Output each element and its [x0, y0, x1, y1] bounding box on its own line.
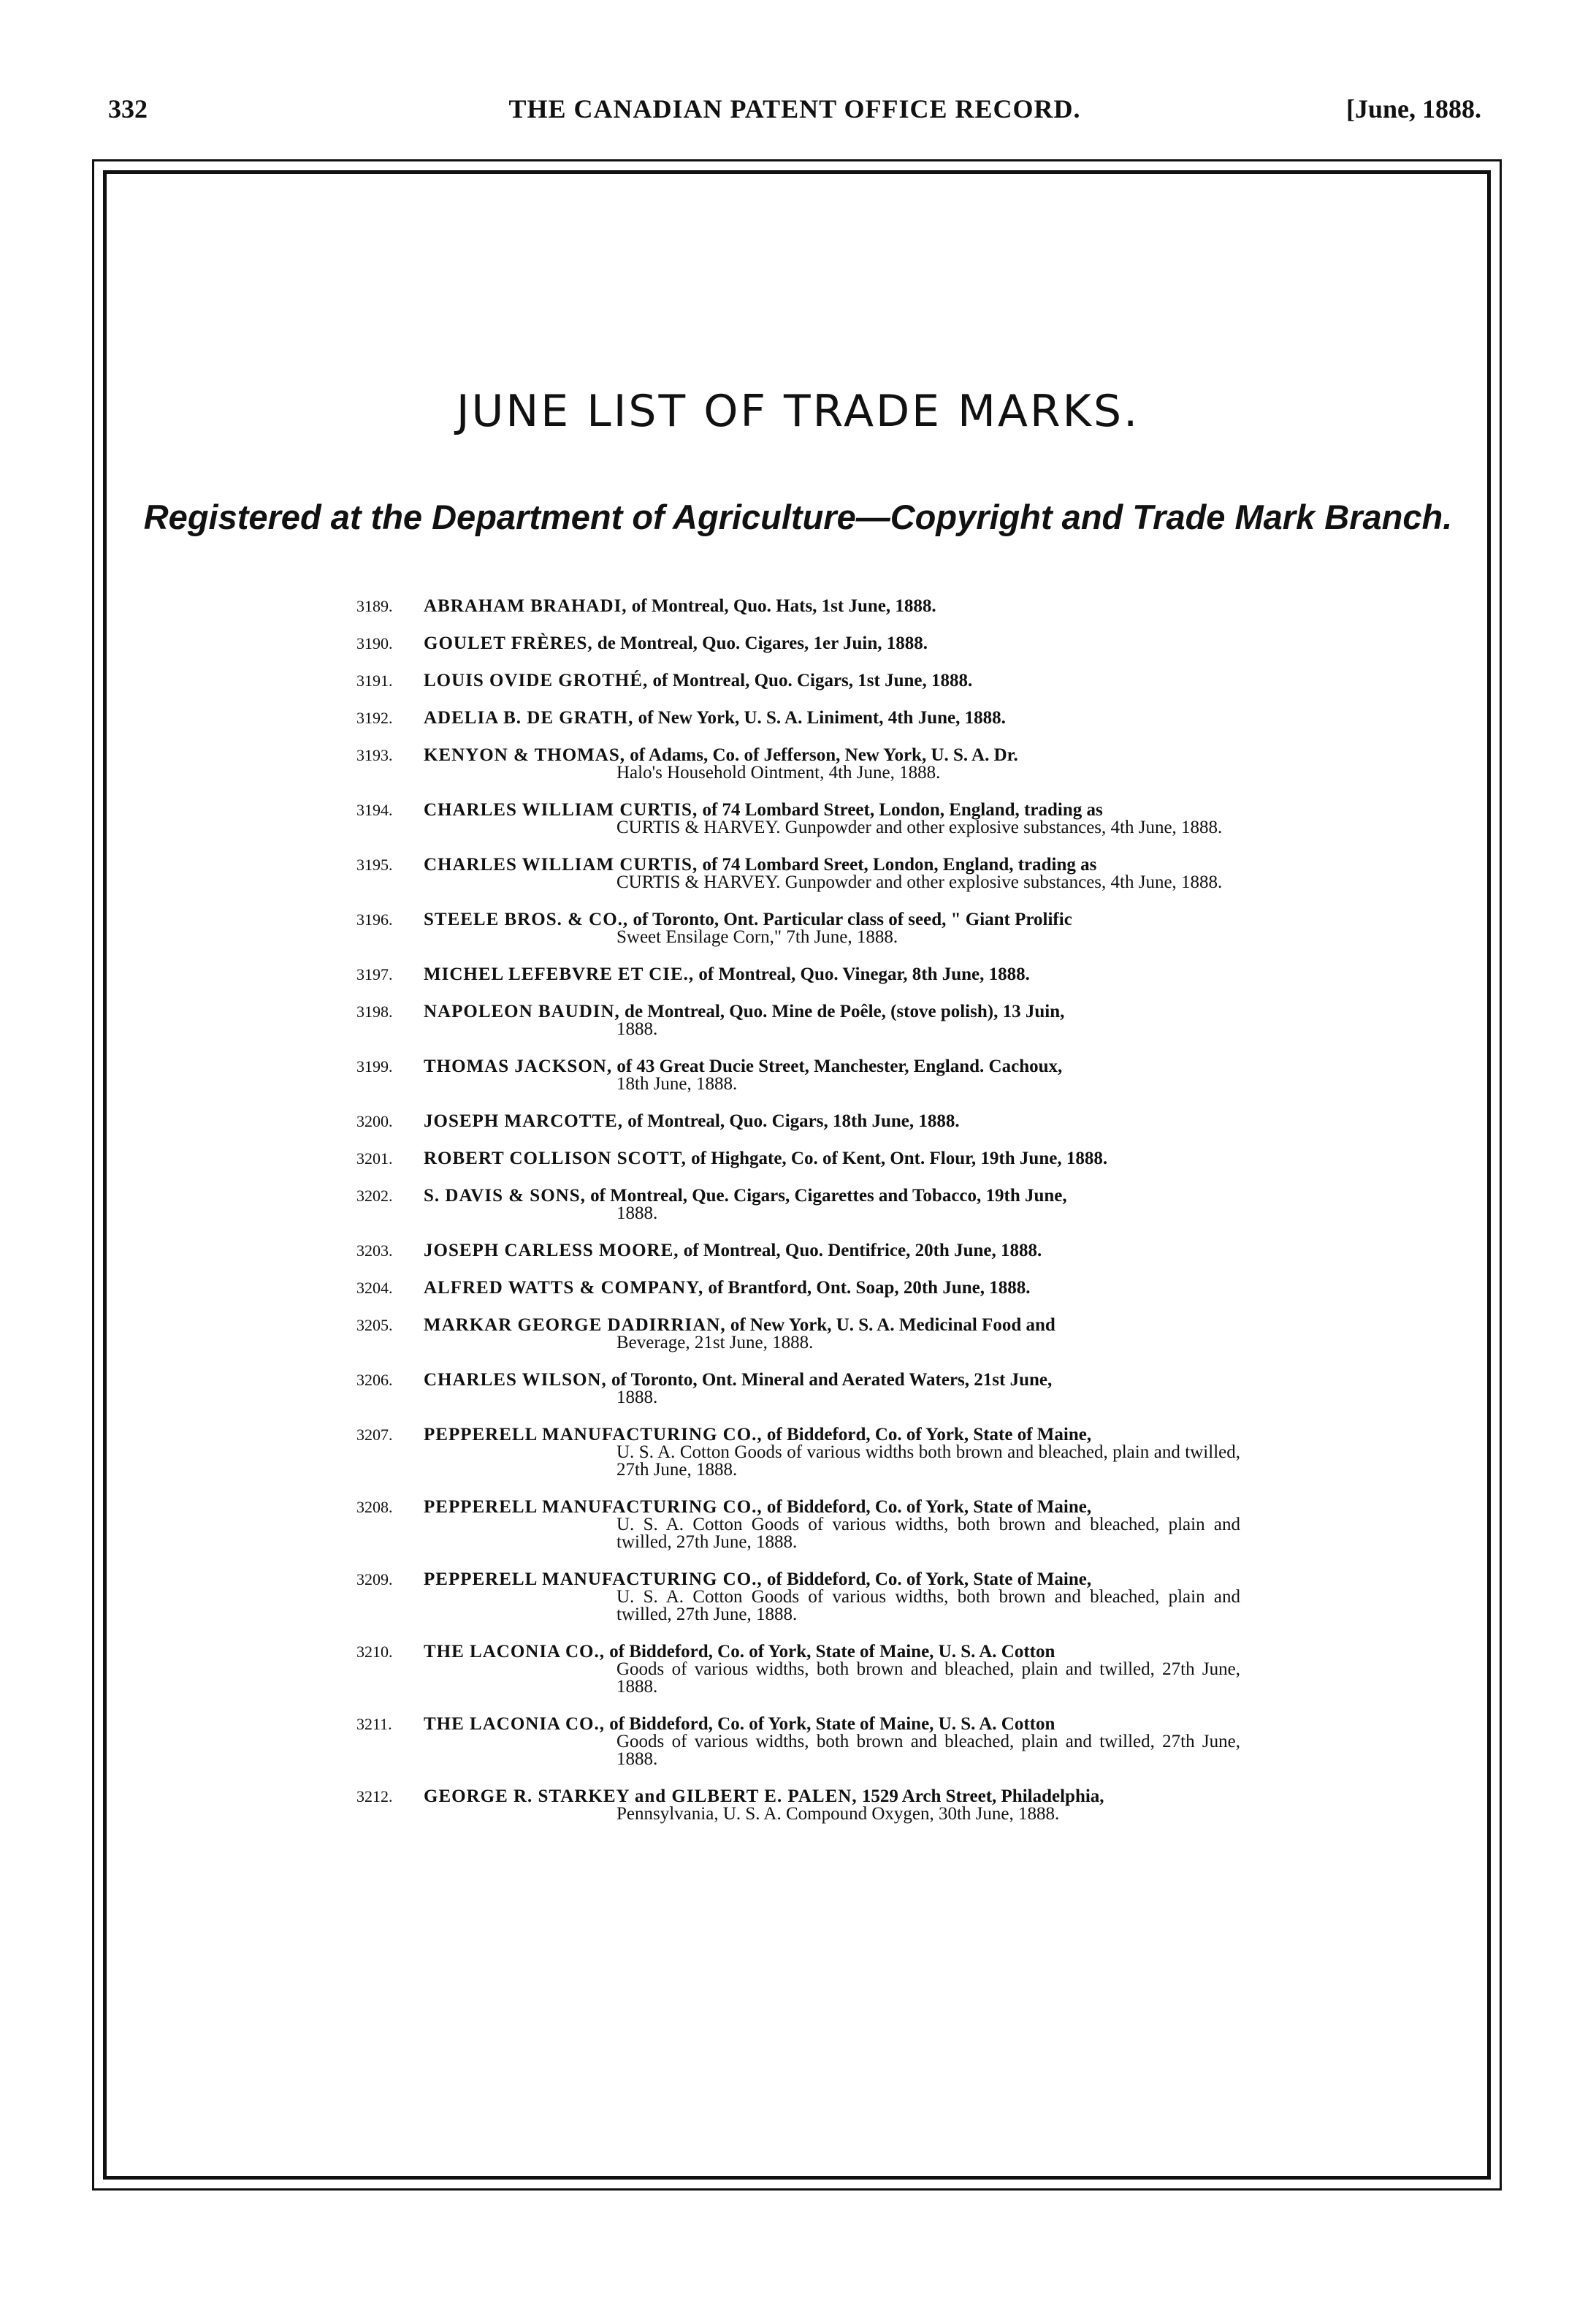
list-item: [356, 1058, 1240, 1093]
entry-detail: of Biddeford, Co. of York, State of Maine, U. S. A. Cotton: [609, 1714, 1055, 1734]
entry-number: 3211.: [356, 1715, 392, 1733]
entry-detail: of Toronto, Ont. Particular class of seed, " Giant Prolific: [633, 910, 1072, 929]
registrant-name: JOSEPH MARCOTTE,: [424, 1111, 623, 1131]
entry-number: 3190.: [356, 634, 393, 652]
registrant-name: CHARLES WILSON,: [424, 1370, 607, 1390]
page-number: 332: [108, 94, 148, 123]
registrant-name: ADELIA B. DE GRATH,: [424, 708, 634, 728]
registrant-name: PEPPERELL MANUFACTURING CO.,: [424, 1425, 763, 1445]
registrant-name: MARKAR GEORGE DADIRRIAN,: [424, 1315, 726, 1335]
page-subtitle: Registered at the Department of Agriculture—Copyright and Trade Mark Branch.: [143, 498, 1453, 536]
entry-continuation: Goods of various widths, both brown and bleached, plain and twilled, 27th June, 1888.: [616, 1732, 1240, 1769]
list-item: [356, 709, 1240, 727]
list-item: [356, 1187, 1240, 1222]
entry-detail: of 74 Lombard Sreet, London, England, trading as: [702, 855, 1097, 875]
entry-number: 3189.: [356, 597, 393, 615]
entry-number: 3197.: [356, 965, 393, 983]
entry-detail: of 43 Great Ducie Street, Manchester, England. Cachoux,: [616, 1057, 1063, 1076]
entry-continuation: Beverage, 21st June, 1888.: [616, 1333, 814, 1352]
list-item: [356, 747, 1240, 782]
list-item: [356, 856, 1240, 891]
entry-number: 3196.: [356, 910, 393, 929]
entry-number: 3208.: [356, 1498, 393, 1516]
list-item: [356, 1003, 1240, 1038]
registrant-name: PEPPERELL MANUFACTURING CO.,: [424, 1497, 763, 1517]
running-head: [108, 94, 1481, 137]
entry-number: 3193.: [356, 746, 393, 764]
journal-title: THE CANADIAN PATENT OFFICE RECORD.: [508, 94, 1081, 123]
registrant-name: GEORGE R. STARKEY and GILBERT E. PALEN,: [424, 1786, 858, 1806]
registrant-name: LOUIS OVIDE GROTHÉ,: [424, 671, 649, 690]
list-item: [356, 1426, 1240, 1479]
list-item: [356, 1317, 1240, 1352]
entry-number: 3194.: [356, 801, 393, 819]
entry-continuation: Halo's Household Ointment, 4th June, 1888.: [616, 763, 941, 783]
entry-continuation: 18th June, 1888.: [616, 1074, 738, 1094]
list-item: [356, 1371, 1240, 1407]
entry-number: 3191.: [356, 671, 393, 690]
entry-number: 3195.: [356, 856, 393, 874]
entry-detail: de Montreal, Quo. Mine de Poêle, (stove polish), 13 Juin,: [625, 1002, 1065, 1021]
entry-detail: of Biddeford, Co. of York, State of Maine, U. S. A. Cotton: [609, 1642, 1055, 1662]
entry-detail: of Montreal, Quo. Hats, 1st June, 1888.: [631, 596, 936, 616]
list-item: [356, 1150, 1240, 1168]
entry-number: 3198.: [356, 1002, 393, 1021]
registrant-name: STEELE BROS. & CO.,: [424, 910, 629, 929]
entry-continuation: 1888.: [616, 1388, 658, 1407]
list-item: [356, 1499, 1240, 1551]
entry-detail: 1529 Arch Street, Philadelphia,: [861, 1786, 1104, 1806]
entry-continuation: Pennsylvania, U. S. A. Compound Oxygen, 30th June, 1888.: [616, 1804, 1060, 1824]
registrant-name: ALFRED WATTS & COMPANY,: [424, 1278, 704, 1298]
entry-continuation: U. S. A. Cotton Goods of various widths both brown and bleached, plain and twilled, 27th June, 1888.: [616, 1442, 1240, 1480]
entry-number: 3200.: [356, 1112, 393, 1130]
entry-detail: of Montreal, Quo. Cigars, 1st June, 1888.: [652, 671, 973, 690]
registrant-name: THE LACONIA CO.,: [424, 1642, 605, 1662]
entry-number: 3212.: [356, 1787, 393, 1805]
entry-number: 3203.: [356, 1241, 393, 1260]
registrant-name: CHARLES WILLIAM CURTIS,: [424, 855, 698, 875]
issue-date: [June, 1888.: [1345, 94, 1481, 123]
list-item: [356, 802, 1240, 837]
entry-continuation: Goods of various widths, both brown and bleached, plain and twilled, 27th June, 1888.: [616, 1659, 1240, 1697]
list-item: [356, 966, 1240, 983]
entry-number: 3205.: [356, 1316, 393, 1334]
registrant-name: KENYON & THOMAS,: [424, 745, 625, 765]
entry-detail: of New York, U. S. A. Liniment, 4th June, 1888.: [638, 708, 1006, 728]
entry-continuation: Sweet Ensilage Corn," 7th June, 1888.: [616, 927, 898, 947]
entry-detail: of Montreal, Quo. Dentifrice, 20th June, 1888.: [683, 1241, 1042, 1260]
entry-detail: of Montreal, Quo. Cigars, 18th June, 1888.: [627, 1111, 960, 1131]
entry-detail: of Biddeford, Co. of York, State of Maine,: [766, 1569, 1092, 1589]
registrant-name: S. DAVIS & SONS,: [424, 1186, 586, 1206]
entry-detail: of Biddeford, Co. of York, State of Maine,: [766, 1425, 1092, 1445]
registrant-name: ABRAHAM BRAHADI,: [424, 596, 627, 616]
registrant-name: CHARLES WILLIAM CURTIS,: [424, 800, 698, 820]
entry-number: 3210.: [356, 1643, 393, 1661]
list-item: [356, 1788, 1240, 1823]
entry-detail: of 74 Lombard Street, London, England, trading as: [702, 800, 1103, 820]
list-item: [356, 598, 1240, 615]
list-item: [356, 1242, 1240, 1260]
entry-number: 3199.: [356, 1057, 393, 1076]
entry-detail: of Brantford, Ont. Soap, 20th June, 1888.: [708, 1278, 1031, 1298]
registrant-name: PEPPERELL MANUFACTURING CO.,: [424, 1569, 763, 1589]
page-title: JUNE LIST OF TRADE MARKS.: [456, 386, 1140, 437]
entry-continuation: 1888.: [616, 1019, 658, 1039]
entry-continuation: U. S. A. Cotton Goods of various widths, both brown and bleached, plain and twilled, 27th June, 1888.: [616, 1587, 1240, 1624]
registrant-name: JOSEPH CARLESS MOORE,: [424, 1241, 679, 1260]
entry-detail: of Montreal, Que. Cigars, Cigarettes and Tobacco, 19th June,: [590, 1186, 1067, 1206]
entry-detail: of Toronto, Ont. Mineral and Aerated Waters, 21st June,: [611, 1370, 1053, 1390]
list-item: [356, 1716, 1240, 1768]
registrant-name: GOULET FRÈRES,: [424, 633, 593, 653]
entry-continuation: 1888.: [616, 1203, 658, 1223]
entry-detail: of Montreal, Quo. Vinegar, 8th June, 1888.: [698, 964, 1030, 984]
registrant-name: MICHEL LEFEBVRE ET CIE.,: [424, 964, 695, 984]
entry-number: 3192.: [356, 709, 393, 727]
entry-detail: de Montreal, Quo. Cigares, 1er Juin, 1888.: [597, 633, 928, 653]
entry-number: 3209.: [356, 1570, 393, 1588]
entry-continuation: CURTIS & HARVEY. Gunpowder and other explosive substances, 4th June, 1888.: [616, 872, 1223, 892]
list-item: [356, 635, 1240, 652]
entry-continuation: CURTIS & HARVEY. Gunpowder and other explosive substances, 4th June, 1888.: [616, 818, 1223, 837]
registrant-name: NAPOLEON BAUDIN,: [424, 1002, 620, 1021]
list-item: [356, 672, 1240, 690]
entry-number: 3201.: [356, 1149, 393, 1168]
list-item: [356, 1279, 1240, 1297]
entry-number: 3206.: [356, 1371, 393, 1389]
entry-number: 3207.: [356, 1426, 393, 1444]
trade-mark-list: [356, 598, 1240, 1843]
entry-detail: of Highgate, Co. of Kent, Ont. Flour, 19th June, 1888.: [691, 1149, 1108, 1168]
list-item: [356, 1643, 1240, 1696]
list-item: [356, 1571, 1240, 1624]
entry-number: 3204.: [356, 1279, 393, 1297]
list-item: [356, 1113, 1240, 1130]
entry-detail: of New York, U. S. A. Medicinal Food and: [730, 1315, 1055, 1335]
registrant-name: THOMAS JACKSON,: [424, 1057, 613, 1076]
entry-detail: of Adams, Co. of Jefferson, New York, U. S. A. Dr.: [630, 745, 1018, 765]
list-item: [356, 911, 1240, 946]
registrant-name: THE LACONIA CO.,: [424, 1714, 605, 1734]
entry-number: 3202.: [356, 1187, 393, 1205]
entry-detail: of Biddeford, Co. of York, State of Maine,: [766, 1497, 1092, 1517]
entry-continuation: U. S. A. Cotton Goods of various widths, both brown and bleached, plain and twilled, 27th June, 1888.: [616, 1515, 1240, 1552]
registrant-name: ROBERT COLLISON SCOTT,: [424, 1149, 687, 1168]
